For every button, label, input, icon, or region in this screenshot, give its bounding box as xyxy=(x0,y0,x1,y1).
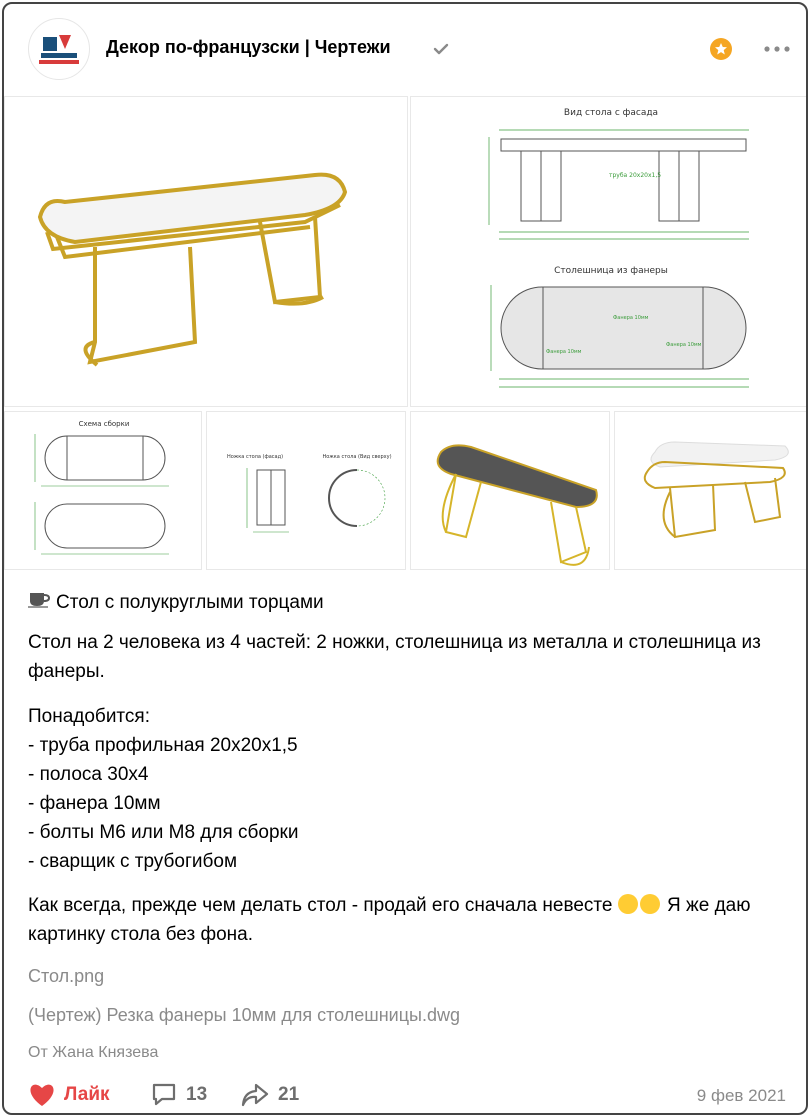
svg-text:Столешница из фанеры: Столешница из фанеры xyxy=(554,266,668,276)
shares-count: 21 xyxy=(278,1084,300,1105)
more-icon[interactable] xyxy=(764,46,790,52)
list-item: - фанера 10мм xyxy=(28,793,161,814)
list-item: - труба профильная 20х20х1,5 xyxy=(28,735,298,756)
attachment-link[interactable]: Стол.png xyxy=(28,966,105,986)
attachment-link[interactable]: (Чертеж) Резка фанеры 10мм для столешницы.dwg xyxy=(28,1005,460,1025)
post-footer xyxy=(4,1072,806,1115)
leg-drawing[interactable] xyxy=(206,411,406,570)
grinning-face-icon xyxy=(640,894,660,914)
like-label: Лайк xyxy=(64,1084,110,1105)
grinning-face-icon xyxy=(618,894,638,914)
svg-text:Схема сборки: Схема сборки xyxy=(78,420,130,428)
post-paragraph-intro: Стол на 2 человека из 4 частей: 2 ножки, столешница из металла и столешница из фанеры. xyxy=(28,632,761,682)
frame-render-light[interactable] xyxy=(614,411,808,570)
coffee-cup-icon xyxy=(28,590,50,614)
svg-text:труба 20x20x1,5: труба 20x20x1,5 xyxy=(609,172,662,179)
table-front-view-drawing[interactable] xyxy=(410,96,808,407)
svg-text:Фанера 10мм: Фанера 10мм xyxy=(666,342,702,348)
post-card xyxy=(2,2,808,1115)
svg-text:Ножка стола (Вид сверху): Ножка стола (Вид сверху) xyxy=(322,454,392,460)
oval-table-render[interactable] xyxy=(4,96,408,407)
needs-heading: Понадобится: xyxy=(28,706,150,727)
frame-render-dark[interactable] xyxy=(410,411,610,570)
post-needs-list xyxy=(28,702,298,876)
heart-icon xyxy=(28,1082,56,1108)
comment-icon xyxy=(150,1082,178,1108)
comments-count: 13 xyxy=(186,1084,208,1105)
tabletop-cut-drawing[interactable] xyxy=(4,411,202,570)
list-item: - полоса 30х4 xyxy=(28,764,149,785)
post-date[interactable]: 9 фев 2021 xyxy=(696,1086,786,1105)
post-title xyxy=(28,590,324,614)
svg-text:Фанера 10мм: Фанера 10мм xyxy=(613,315,649,321)
post-title-text: Стол с полукруглыми торцами xyxy=(56,592,324,613)
post-header xyxy=(4,4,806,96)
share-icon xyxy=(240,1082,270,1108)
group-name[interactable]: Декор по-французски | Чертежи xyxy=(106,37,391,57)
drawing-title: Вид стола с фасада xyxy=(563,108,659,118)
svg-text:Фанера 10мм: Фанера 10мм xyxy=(546,349,582,355)
post-paragraph-note: Как всегда, прежде чем делать стол - продай его сначала невесте Я же даю картинку стола без фона. xyxy=(28,895,751,945)
svg-text:Ножка стола (фасад): Ножка стола (фасад) xyxy=(226,454,284,460)
photo-gallery xyxy=(4,96,808,570)
check-icon xyxy=(432,40,450,58)
comments-button[interactable] xyxy=(150,1082,207,1108)
group-avatar[interactable] xyxy=(28,18,90,80)
list-item: - болты М6 или М8 для сборки xyxy=(28,822,299,843)
like-button[interactable] xyxy=(28,1082,110,1108)
share-button[interactable] xyxy=(240,1082,299,1108)
post-author[interactable]: От Жана Князева xyxy=(28,1044,159,1061)
list-item: - сварщик с трубогибом xyxy=(28,851,238,872)
star-icon[interactable] xyxy=(710,38,732,60)
